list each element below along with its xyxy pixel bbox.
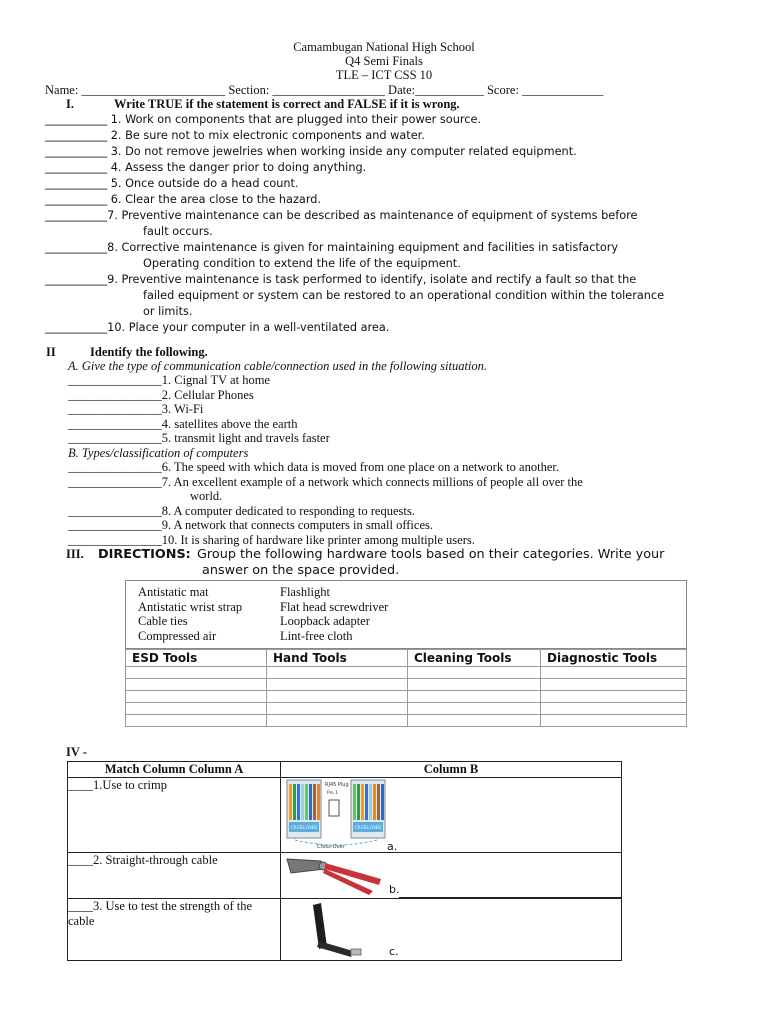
tools-table-row bbox=[126, 715, 687, 727]
tools-answer-cell[interactable] bbox=[541, 679, 687, 691]
match-cell-b bbox=[281, 853, 622, 899]
info-line: Name: _______________________ Section: __________________ Date:___________ Score: _____________ bbox=[45, 83, 604, 97]
exam-title: Q4 Semi Finals bbox=[345, 54, 423, 68]
directions-text: Group the following hardware tools based on their categories. Write your bbox=[197, 547, 665, 562]
part2-a-line-3: _______________3. Wi-Fi bbox=[68, 402, 204, 416]
tools-answer-cell[interactable] bbox=[541, 703, 687, 715]
tool-right-4: Lint-free cloth bbox=[280, 628, 353, 643]
part1-line-7: ___________7. Preventive maintenance can be described as maintenance of equipment of systems before bbox=[45, 209, 638, 222]
col-diagnostic-tools: Diagnostic Tools bbox=[541, 650, 687, 667]
tools-answer-cell[interactable] bbox=[126, 715, 267, 727]
col-hand-tools: Hand Tools bbox=[267, 650, 408, 667]
part1-line-1: ___________ 1. Work on components that are plugged into their power source. bbox=[45, 113, 482, 126]
part2-b-line-1: _______________6. The speed with which data is moved from one place on a network to another. bbox=[68, 460, 559, 474]
subject-title: TLE – ICT CSS 10 bbox=[335, 68, 433, 82]
tools-answer-cell[interactable] bbox=[126, 667, 267, 679]
part1-line-6: ___________ 6. Clear the area close to the hazard. bbox=[45, 193, 322, 206]
tool-right-2: Flat head screwdriver bbox=[280, 599, 389, 614]
rj45-plug-label: RJ45 Plug bbox=[325, 782, 349, 788]
tool-right-3: Loopback adapter bbox=[280, 614, 370, 628]
tools-table-row bbox=[126, 703, 687, 715]
part3-number: III. bbox=[66, 547, 84, 561]
tools-answer-cell[interactable] bbox=[267, 667, 408, 679]
col-esd-tools: ESD Tools bbox=[126, 650, 267, 667]
tool-right-1: Flashlight bbox=[280, 585, 331, 599]
part1-line-2: ___________ 2. Be sure not to mix electronic components and water. bbox=[45, 129, 425, 142]
match-item-2: ____2. Straight-through cable bbox=[68, 853, 281, 899]
match-item-3: ____3. Use to test the strength of the cable bbox=[68, 899, 281, 961]
part2-number: II bbox=[46, 345, 56, 359]
tools-table bbox=[125, 649, 687, 727]
part1-line-13: or limits. bbox=[143, 305, 193, 318]
tool-left-2: Antistatic wrist strap bbox=[138, 599, 243, 614]
part2-b-title: B. Types/classification of computers bbox=[68, 446, 249, 460]
school-name: Camambugan National High School bbox=[293, 40, 475, 54]
tools-table-row bbox=[126, 691, 687, 703]
part1-line-9: ___________8. Corrective maintenance is given for maintaining equipment and facilities in satisfactory bbox=[45, 241, 619, 254]
part1-line-5: ___________ 5. Once outside do a head count. bbox=[45, 177, 299, 190]
usb-wifi-adapter-image bbox=[281, 899, 391, 959]
letter-a: a. bbox=[387, 840, 398, 853]
tools-answer-cell[interactable] bbox=[267, 715, 408, 727]
crossover-caption: Cross-Over bbox=[317, 844, 345, 850]
tools-answer-cell[interactable] bbox=[267, 691, 408, 703]
tools-table-row bbox=[126, 667, 687, 679]
part1-line-10: Operating condition to extend the life of the equipment. bbox=[143, 257, 461, 270]
part1-number: I. bbox=[66, 97, 74, 111]
part2-a-line-5: _______________5. transmit light and travels faster bbox=[68, 431, 330, 445]
part2-a-line-4: _______________4. satellites above the earth bbox=[68, 416, 298, 431]
part2-b-line-3: world. bbox=[190, 489, 223, 503]
part2-a-title: A. Give the type of communication cable/connection used in the following situation. bbox=[68, 359, 488, 373]
part1-line-4: ___________ 4. Assess the danger prior to doing anything. bbox=[45, 161, 367, 174]
tools-answer-cell[interactable] bbox=[541, 691, 687, 703]
pin1-label: Pin 1 bbox=[327, 791, 339, 796]
part1-line-11: ___________9. Preventive maintenance is task performed to identify, isolate and rectify a fault so that the bbox=[45, 273, 637, 286]
tools-answer-cell[interactable] bbox=[541, 667, 687, 679]
part2-b-line-6: _______________10. It is sharing of hardware like printer among multiple users. bbox=[68, 532, 475, 547]
tools-answer-cell[interactable] bbox=[267, 679, 408, 691]
cross-label-2: CROSS OVER bbox=[355, 825, 382, 830]
part2-a-line-2: _______________2. Cellular Phones bbox=[68, 387, 254, 402]
match-cell-a bbox=[281, 778, 622, 853]
tools-answer-cell[interactable] bbox=[126, 691, 267, 703]
cross-label-1: CROSS OVER bbox=[291, 825, 318, 830]
part1-title: Write TRUE if the statement is correct and FALSE if it is wrong. bbox=[114, 97, 460, 111]
part1-line-12: failed equipment or system can be restored to an operational condition within the tolerance bbox=[143, 289, 665, 302]
directions-text-2: answer on the space provided. bbox=[202, 563, 400, 578]
tools-table-row bbox=[126, 679, 687, 691]
tools-answer-cell[interactable] bbox=[126, 703, 267, 715]
tool-left-4: Compressed air bbox=[138, 628, 217, 643]
tools-answer-cell[interactable] bbox=[408, 691, 541, 703]
match-table bbox=[67, 761, 622, 961]
part2-a-line-1: _______________1. Cignal TV at home bbox=[68, 373, 270, 387]
tools-answer-cell[interactable] bbox=[408, 715, 541, 727]
part2-title: Identify the following. bbox=[90, 345, 208, 359]
part1-line-14: ___________10. Place your computer in a well-ventilated area. bbox=[45, 321, 390, 334]
letter-b: b. bbox=[389, 883, 400, 896]
tools-answer-cell[interactable] bbox=[267, 703, 408, 715]
part1-line-8: fault occurs. bbox=[143, 225, 213, 238]
tool-left-3: Cable ties bbox=[138, 614, 188, 628]
match-item-1: ____1.Use to crimp bbox=[68, 778, 281, 853]
tools-answer-cell[interactable] bbox=[408, 667, 541, 679]
tools-answer-cell[interactable] bbox=[541, 715, 687, 727]
col-cleaning-tools: Cleaning Tools bbox=[408, 650, 541, 667]
part4-number: IV - bbox=[66, 745, 87, 759]
match-cell-c bbox=[281, 899, 622, 961]
tools-answer-cell[interactable] bbox=[408, 679, 541, 691]
crimping-tool-image bbox=[281, 853, 391, 897]
part1-line-3: ___________ 3. Do not remove jewelries when working inside any computer related equipment. bbox=[45, 145, 577, 158]
column-a-header: Match Column Column A bbox=[68, 762, 281, 778]
part2-b-line-5: _______________9. A network that connects computers in small offices. bbox=[68, 518, 433, 532]
part2-b-line-4: _______________8. A computer dedicated to responding to requests. bbox=[68, 503, 415, 518]
column-b-header: Column B bbox=[281, 762, 622, 778]
part2-b-line-2: _______________7. An excellent example of a network which connects millions of people all over the bbox=[68, 474, 583, 489]
directions-label: DIRECTIONS: bbox=[98, 547, 191, 562]
tools-answer-cell[interactable] bbox=[408, 703, 541, 715]
tools-list-box bbox=[125, 580, 687, 649]
letter-c: c. bbox=[389, 945, 399, 958]
tools-answer-cell[interactable] bbox=[126, 679, 267, 691]
tool-left-1: Antistatic mat bbox=[138, 585, 209, 599]
